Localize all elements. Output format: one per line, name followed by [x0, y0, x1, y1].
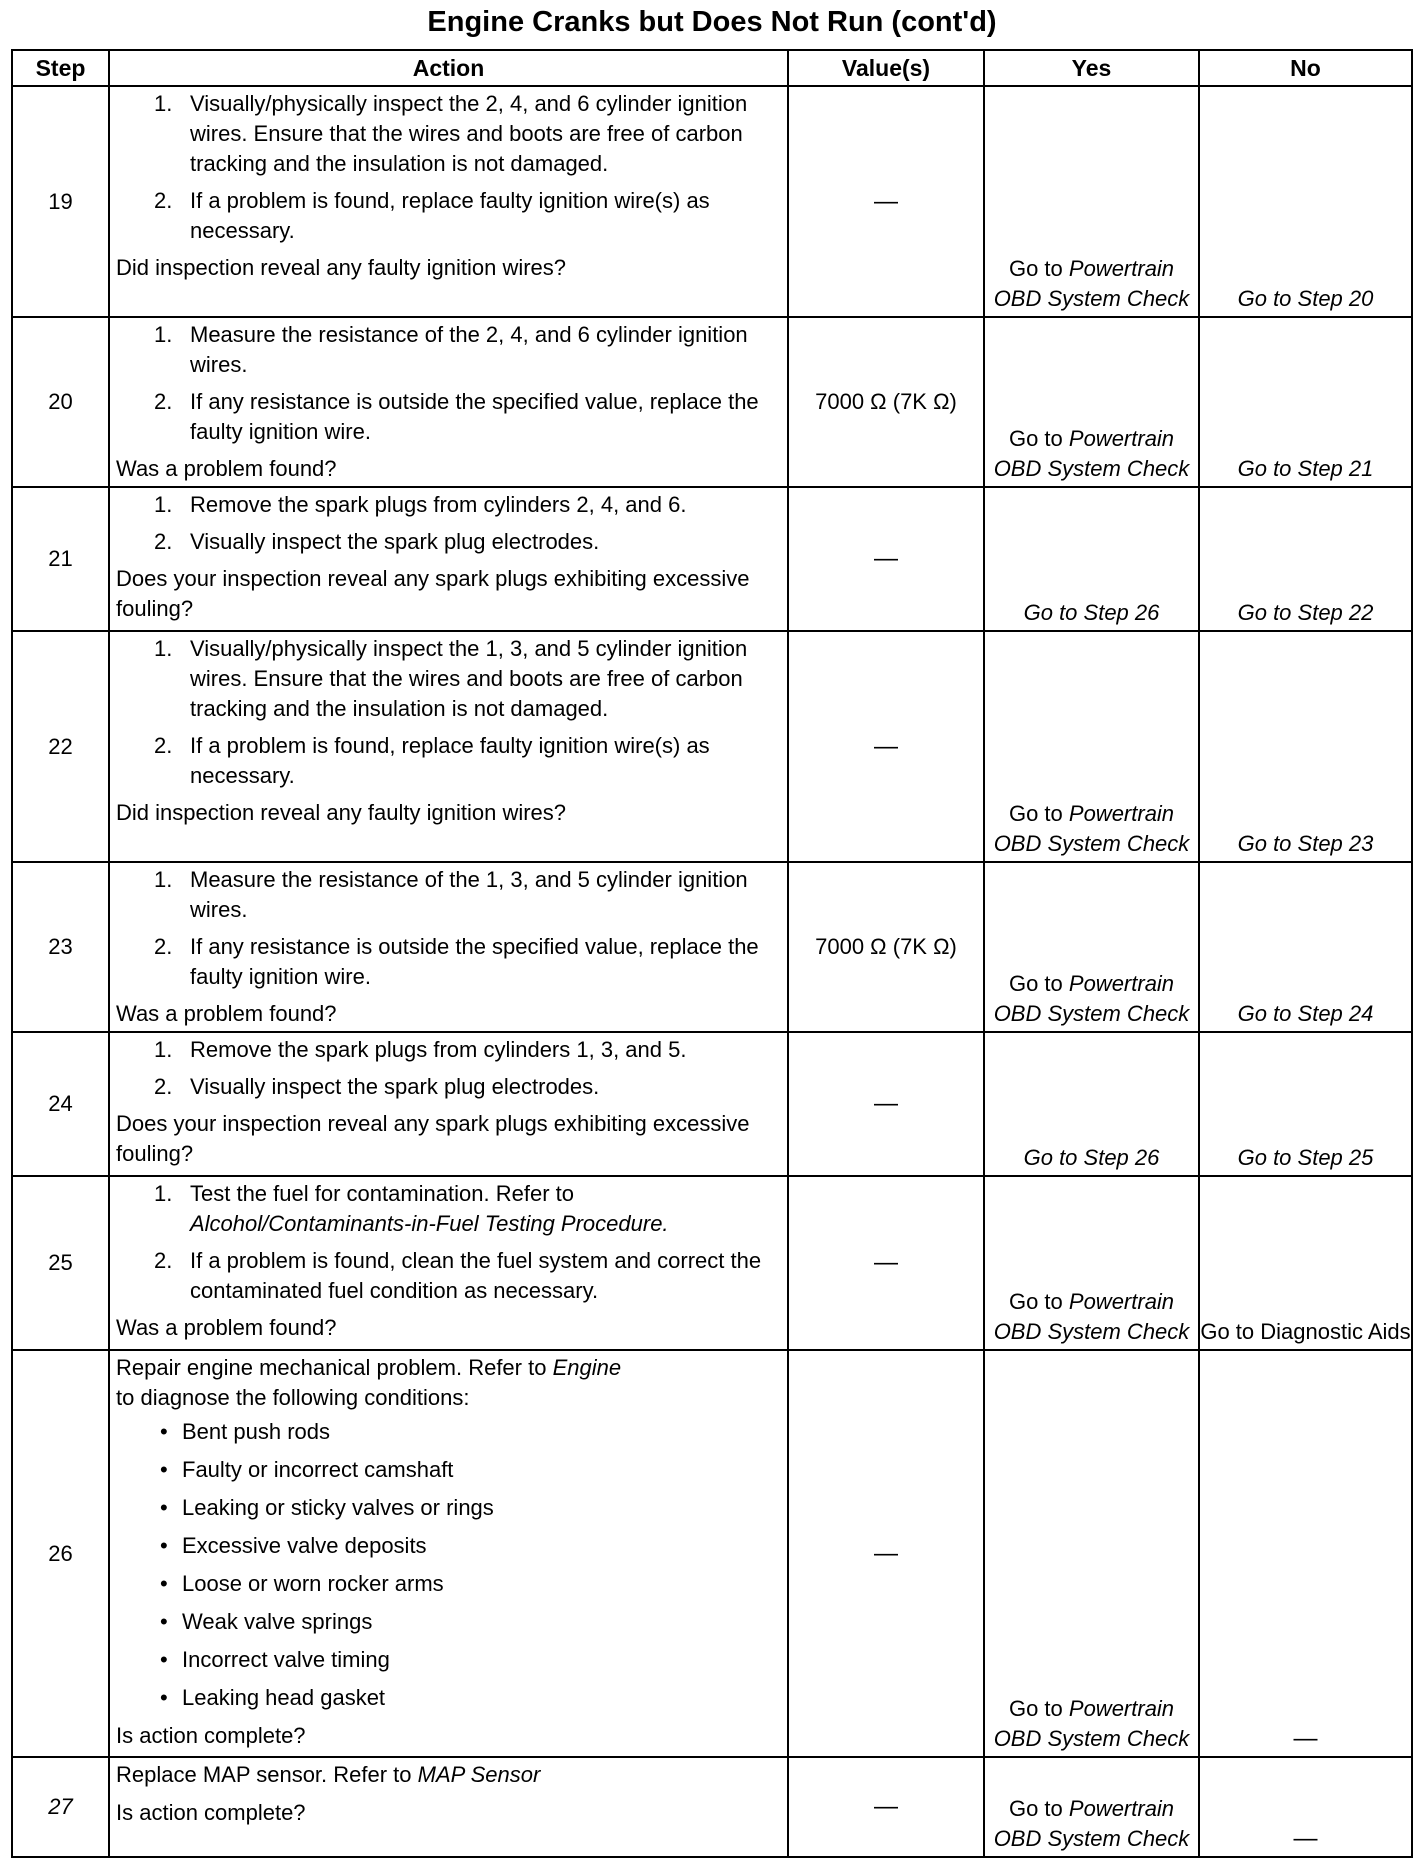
action-intro: Replace MAP sensor. Refer to MAP Sensor [116, 1762, 541, 1787]
no-cell: Go to Step 21 [1199, 317, 1412, 487]
table-row [12, 1176, 1412, 1350]
action-question: Was a problem found? [116, 1001, 337, 1026]
table-row [12, 862, 1412, 1032]
step-number: 26 [12, 1350, 109, 1757]
action-cell [109, 317, 788, 487]
no-cell: Go to Step 24 [1199, 862, 1412, 1032]
yes-cell: Go to Step 26 [984, 1032, 1199, 1176]
header-yes: Yes [984, 50, 1199, 86]
header-action: Action [109, 50, 788, 86]
list-item: • Bent push rods [160, 1417, 781, 1447]
value-cell: 7000 Ω (7K Ω) [788, 317, 984, 487]
list-item: • Leaking or sticky valves or rings [160, 1493, 781, 1523]
no-cell: Go to Diagnostic Aids [1199, 1176, 1412, 1350]
no-cell: Go to Step 23 [1199, 631, 1412, 862]
step-number: 21 [12, 487, 109, 631]
list-item: • Leaking head gasket [160, 1683, 781, 1713]
value-cell: — [788, 86, 984, 317]
action-cell [109, 1757, 788, 1857]
step-number: 24 [12, 1032, 109, 1176]
yes-cell: Go to Step 26 [984, 487, 1199, 631]
step-number: 20 [12, 317, 109, 487]
table-row [12, 631, 1412, 862]
step-number: 25 [12, 1176, 109, 1350]
no-cell: Go to Step 22 [1199, 487, 1412, 631]
header-step: Step [12, 50, 109, 86]
value-cell: — [788, 487, 984, 631]
action-item: 1. Remove the spark plugs from cylinders 1, 3, and 5. [154, 1037, 687, 1062]
no-cell: — [1199, 1757, 1412, 1857]
action-question: Is action complete? [116, 1723, 306, 1748]
header-no: No [1199, 50, 1412, 86]
action-item: 2. If a problem is found, replace faulty ignition wire(s) as necessary. [154, 188, 710, 243]
action-cell [109, 1350, 788, 1757]
list-item: • Weak valve springs [160, 1607, 781, 1637]
step-number: 22 [12, 631, 109, 862]
value-cell: — [788, 1350, 984, 1757]
yes-cell: Go to Powertrain OBD System Check [984, 862, 1199, 1032]
step-number: 23 [12, 862, 109, 1032]
action-cell [109, 862, 788, 1032]
action-item: 2. If any resistance is outside the specified value, replace the faulty ignition wire. [154, 934, 759, 989]
header-row [12, 50, 1412, 86]
table-row [12, 1032, 1412, 1176]
action-item: 2. If a problem is found, replace faulty ignition wire(s) as necessary. [154, 733, 710, 788]
action-question: Is action complete? [116, 1800, 306, 1825]
action-cell [109, 631, 788, 862]
page-title: Engine Cranks but Does Not Run (cont'd) [427, 6, 997, 38]
yes-cell: Go to Powertrain OBD System Check [984, 1757, 1199, 1857]
action-item: 2. If any resistance is outside the specified value, replace the faulty ignition wire. [154, 389, 759, 444]
yes-cell: Go to Powertrain OBD System Check [984, 1350, 1199, 1757]
action-question: Does your inspection reveal any spark plugs exhibiting excessive fouling? [116, 566, 750, 621]
table-row [12, 317, 1412, 487]
list-item: • Incorrect valve timing [160, 1645, 781, 1675]
action-intro: Repair engine mechanical problem. Refer to Engine to diagnose the following conditions: [116, 1355, 622, 1410]
yes-cell: Go to Powertrain OBD System Check [984, 317, 1199, 487]
yes-cell: Go to Powertrain OBD System Check [984, 1176, 1199, 1350]
action-cell [109, 86, 788, 317]
action-item: 2. Visually inspect the spark plug electrodes. [154, 1074, 600, 1099]
no-cell: Go to Step 25 [1199, 1032, 1412, 1176]
table-row [12, 86, 1412, 317]
value-cell: — [788, 631, 984, 862]
action-question: Did inspection reveal any faulty ignition wires? [116, 800, 567, 825]
value-cell: — [788, 1757, 984, 1857]
action-item: 1. Visually/physically inspect the 1, 3, and 5 cylinder ignition wires. Ensure that the wires and boots are free of carbon tracking and the insulation is not damaged. [154, 636, 748, 721]
action-question: Was a problem found? [116, 456, 337, 481]
diagnostic-table [11, 49, 1413, 1858]
action-item: 2. Visually inspect the spark plug electrodes. [154, 529, 600, 554]
action-item: 1. Measure the resistance of the 1, 3, and 5 cylinder ignition wires. [154, 867, 748, 922]
action-item: 2. If a problem is found, clean the fuel system and correct the contaminated fuel condition as necessary. [154, 1248, 762, 1303]
value-cell: — [788, 1032, 984, 1176]
value-cell: — [788, 1176, 984, 1350]
table-row [12, 1350, 1412, 1757]
action-item: 1. Test the fuel for contamination. Refer to Alcohol/Contaminants-in-Fuel Testing Procedure. [154, 1181, 669, 1236]
condition-list [116, 1417, 781, 1713]
list-item: • Faulty or incorrect camshaft [160, 1455, 781, 1485]
action-item: 1. Remove the spark plugs from cylinders 2, 4, and 6. [154, 492, 687, 517]
header-values: Value(s) [788, 50, 984, 86]
yes-cell: Go to Powertrain OBD System Check [984, 631, 1199, 862]
step-number: 19 [12, 86, 109, 317]
action-question: Does your inspection reveal any spark plugs exhibiting excessive fouling? [116, 1111, 750, 1166]
list-item: • Excessive valve deposits [160, 1531, 781, 1561]
table-row [12, 487, 1412, 631]
action-cell [109, 487, 788, 631]
no-cell: — [1199, 1350, 1412, 1757]
list-item: • Loose or worn rocker arms [160, 1569, 781, 1599]
action-cell [109, 1032, 788, 1176]
action-cell [109, 1176, 788, 1350]
value-cell: 7000 Ω (7K Ω) [788, 862, 984, 1032]
step-number: 27 [12, 1757, 109, 1857]
table-row [12, 1757, 1412, 1857]
action-question: Was a problem found? [116, 1315, 337, 1340]
action-question: Did inspection reveal any faulty ignition wires? [116, 255, 567, 280]
no-cell: Go to Step 20 [1199, 86, 1412, 317]
action-item: 1. Visually/physically inspect the 2, 4, and 6 cylinder ignition wires. Ensure that the wires and boots are free of carbon tracking and the insulation is not damaged. [154, 91, 748, 176]
action-item: 1. Measure the resistance of the 2, 4, and 6 cylinder ignition wires. [154, 322, 748, 377]
yes-cell: Go to Powertrain OBD System Check [984, 86, 1199, 317]
